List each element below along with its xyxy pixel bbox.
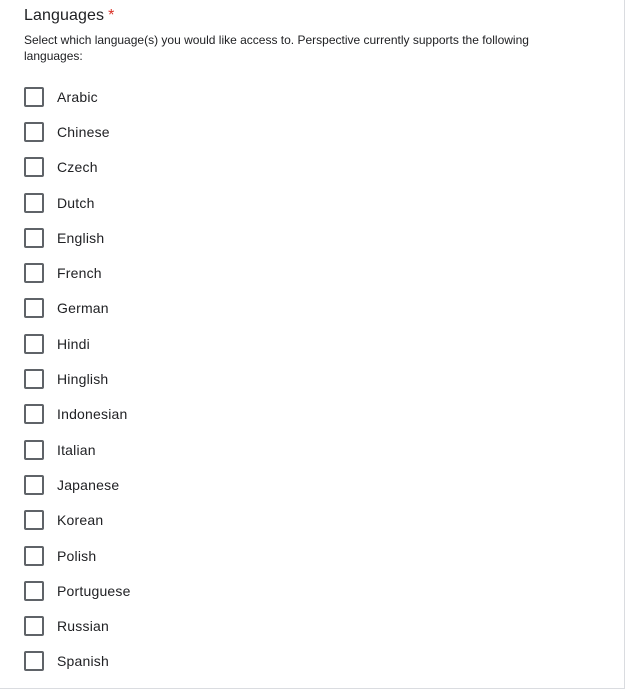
option-label: Arabic [57,88,98,105]
option-arabic[interactable] [24,79,131,114]
option-portuguese[interactable] [24,573,131,608]
option-label: Dutch [57,194,95,211]
option-label: Hindi [57,335,90,352]
checkbox[interactable] [24,263,44,283]
option-spanish[interactable] [24,644,131,679]
option-label: Korean [57,512,104,529]
question-title-text: Languages [24,7,105,24]
option-label: Japanese [57,476,120,493]
option-dutch[interactable] [24,185,131,220]
option-label: Chinese [57,123,110,140]
checkbox[interactable] [24,228,44,248]
option-french[interactable] [24,255,131,290]
option-polish[interactable] [24,538,131,573]
checkbox[interactable] [24,369,44,389]
checkbox-list [24,79,131,679]
checkbox[interactable] [24,651,44,671]
checkbox[interactable] [24,404,44,424]
option-label: Italian [57,441,96,458]
option-label: Spanish [57,653,109,670]
option-english[interactable] [24,220,131,255]
option-czech[interactable] [24,150,131,185]
checkbox[interactable] [24,298,44,318]
option-russian[interactable] [24,608,131,643]
option-chinese[interactable] [24,114,131,149]
checkbox[interactable] [24,581,44,601]
question-title [24,6,114,26]
option-label: French [57,265,102,282]
checkbox[interactable] [24,87,44,107]
option-label: German [57,300,109,317]
option-label: Russian [57,618,109,635]
option-german[interactable] [24,291,131,326]
option-indonesian[interactable] [24,397,131,432]
option-italian[interactable] [24,432,131,467]
option-label: Czech [57,159,98,176]
checkbox[interactable] [24,193,44,213]
checkbox[interactable] [24,440,44,460]
checkbox[interactable] [24,546,44,566]
checkbox[interactable] [24,475,44,495]
option-label: Portuguese [57,582,131,599]
option-hinglish[interactable] [24,361,131,396]
question-description: Select which language(s) you would like access to. Perspective currently supports the following languages: [24,33,529,63]
option-japanese[interactable] [24,467,131,502]
option-label: Hinglish [57,371,109,388]
option-label: Polish [57,547,97,564]
option-hindi[interactable] [24,326,131,361]
checkbox[interactable] [24,334,44,354]
option-label: English [57,229,105,246]
option-korean[interactable] [24,503,131,538]
required-indicator: * [108,7,115,24]
option-label: Indonesian [57,406,128,423]
checkbox[interactable] [24,616,44,636]
checkbox[interactable] [24,122,44,142]
checkbox[interactable] [24,157,44,177]
checkbox[interactable] [24,510,44,530]
